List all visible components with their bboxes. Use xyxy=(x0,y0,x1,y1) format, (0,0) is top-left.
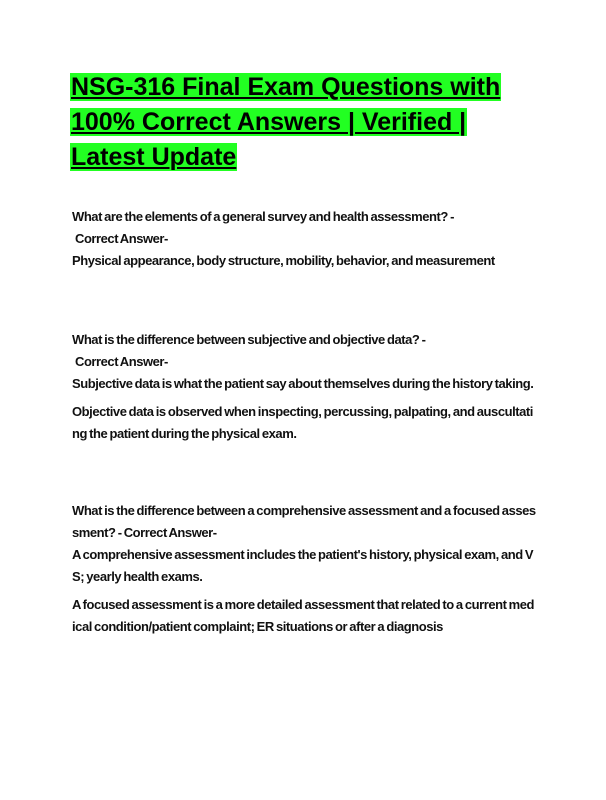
question-text: What is the difference between subjective and objective data? - xyxy=(72,332,426,347)
question-text: What are the elements of a general survey and health assessment? - xyxy=(72,209,454,224)
answer-text: Physical appearance, body structure, mobility, behavior, and measurement xyxy=(72,253,495,268)
answer-label: Correct Answer- xyxy=(75,354,168,369)
qa-item xyxy=(72,329,536,445)
document-title xyxy=(70,70,540,175)
qa-item xyxy=(72,500,536,638)
qa-item xyxy=(72,206,536,272)
question-text: What is the difference between a comprehensive assessment and a focused assessment? - Correct Answer- xyxy=(72,503,536,540)
answer-text-continued: A focused assessment is a more detailed assessment that related to a current medical condition/patient complaint; ER situations or after a diagnosis xyxy=(72,597,535,634)
document-title-text: NSG-316 Final Exam Questions with 100% Correct Answers | Verified | Latest Update xyxy=(71,73,501,171)
answer-label: Correct Answer- xyxy=(75,231,168,246)
answer-text: Subjective data is what the patient say about themselves during the history taking. xyxy=(72,376,534,391)
answer-text-continued: Objective data is observed when inspecting, percussing, palpating, and auscultating the patient during the physical exam. xyxy=(72,404,533,441)
answer-text: A comprehensive assessment includes the patient's history, physical exam, and VS; yearly health exams. xyxy=(72,547,534,584)
